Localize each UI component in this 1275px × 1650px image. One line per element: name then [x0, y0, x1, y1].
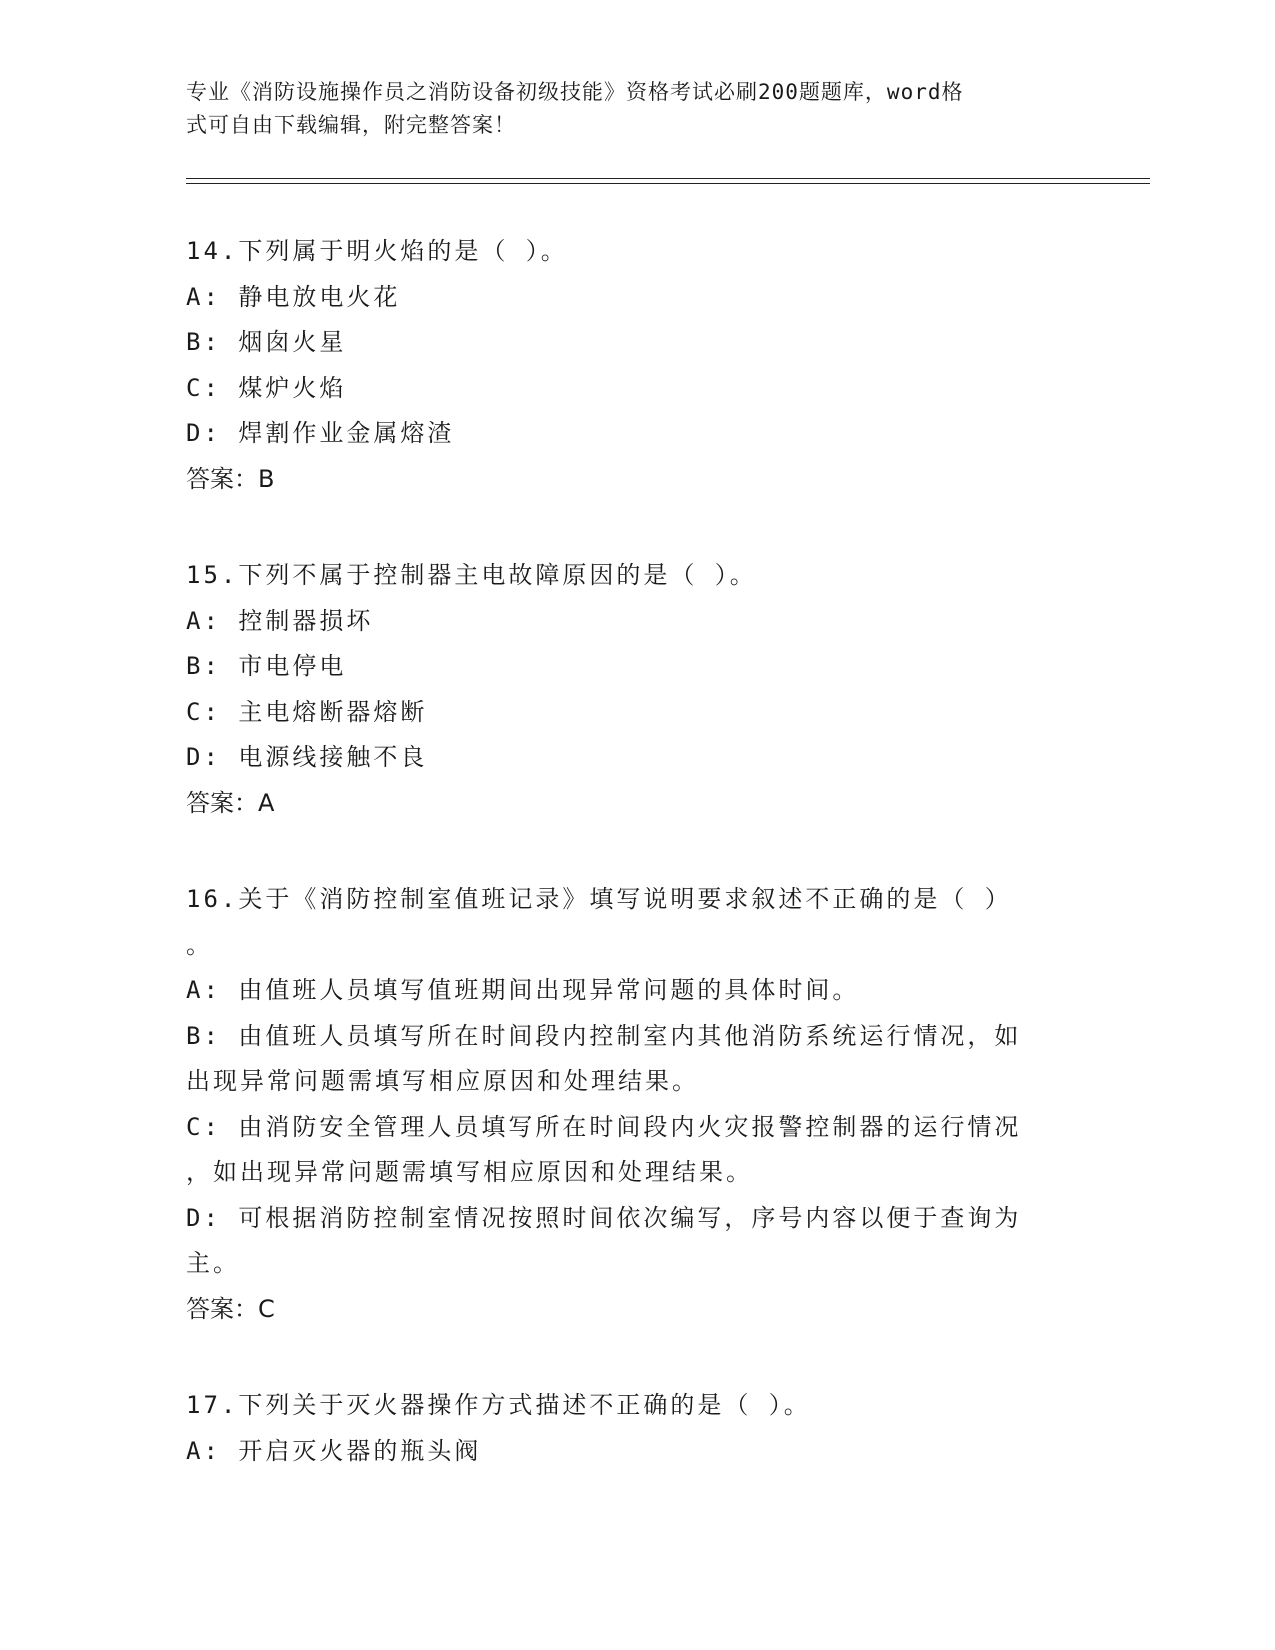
answer-label: 答案：C: [186, 1294, 275, 1323]
option-d-continuation: 主。: [186, 1249, 240, 1277]
option-c-continuation: ，如出现异常问题需填写相应原因和处理结果。: [186, 1158, 753, 1186]
option-c: C: 主电熔断器熔断: [186, 697, 428, 726]
option-b: B: 由值班人员填写所在时间段内控制室内其他消防系统运行情况，如: [186, 1021, 1022, 1050]
answer-label: 答案：B: [186, 464, 275, 493]
option-a: A: 开启灭火器的瓶头阀: [186, 1436, 482, 1465]
option-b: B: 烟囱火星: [186, 328, 347, 356]
option-b: B: 市电停电: [186, 652, 347, 680]
answer-label: 答案：A: [186, 788, 275, 817]
header-rule-top: [186, 178, 1150, 179]
option-a: A: 静电放电火花: [186, 282, 401, 311]
option-d: D: 电源线接触不良: [186, 743, 428, 771]
header-line-1: 专业《消防设施操作员之消防设备初级技能》资格考试必刷200题题库，word格: [186, 80, 964, 104]
option-a: A: 由值班人员填写值班期间出现异常问题的具体时间。: [186, 976, 860, 1004]
page-header: [186, 76, 1066, 142]
option-d: D: 可根据消防控制室情况按照时间依次编写，序号内容以便于查询为: [186, 1203, 1022, 1232]
header-rule-bottom: [186, 183, 1150, 184]
option-b-continuation: 出现异常问题需填写相应原因和处理结果。: [186, 1067, 699, 1095]
question-15: [186, 553, 1086, 826]
question-list: [186, 229, 1086, 1525]
question-stem-continuation: 。: [186, 930, 213, 959]
question-14: [186, 229, 1086, 502]
question-stem: 16.关于《消防控制室值班记录》填写说明要求叙述不正确的是（ ）: [186, 885, 1012, 913]
option-d: D: 焊割作业金属熔渣: [186, 419, 455, 447]
option-c: C: 煤炉火焰: [186, 373, 347, 402]
option-a: A: 控制器损坏: [186, 606, 374, 635]
question-stem: 17.下列关于灭火器操作方式描述不正确的是（ ）。: [186, 1391, 811, 1419]
question-16: [186, 877, 1086, 1332]
question-17: [186, 1383, 1086, 1474]
question-stem: 14.下列属于明火焰的是（ ）。: [186, 237, 568, 265]
question-stem: 15.下列不属于控制器主电故障原因的是（ ）。: [186, 561, 757, 589]
header-line-2: 式可自由下载编辑，附完整答案！: [186, 113, 516, 137]
option-c: C: 由消防安全管理人员填写所在时间段内火灾报警控制器的运行情况: [186, 1112, 1022, 1141]
